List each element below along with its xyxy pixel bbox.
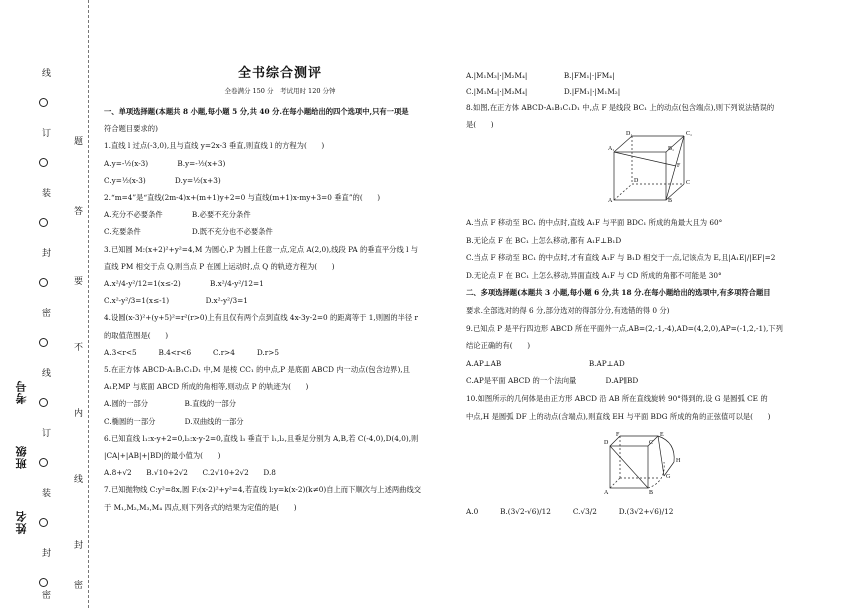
figure-label: H [676,458,681,464]
binding-circle [39,518,48,527]
binding-char: 线 [40,368,50,377]
text-line: 10.如图所示的几何体是由正方形 ABCD 沿 AB 所在直线旋转 90°得到的,设 G 是圆弧 CE 的 [466,393,768,403]
binding-side-char: 题 [72,136,82,145]
figure-label: A₁ [608,146,615,152]
binding-side-char: 线 [72,474,82,483]
text-line: A.圆的一部分 B.直线的一部分 [104,399,237,409]
binding-circle [39,98,48,107]
binding-side-char: 内 [72,408,82,417]
figure-label: C [686,180,691,186]
binding-char: 装 [40,188,50,197]
binding-circle [39,578,48,587]
binding-circle [39,278,48,287]
figure-label: D₁ [626,131,633,137]
text-line: A.充分不必要条件 B.必要不充分条件 [104,210,251,220]
text-line: A.8+√2 B.√10+2√2 C.2√10+2√2 D.8 [104,468,276,478]
figure-label: C [649,440,654,446]
left-questions [104,103,421,516]
binding-char: 装 [40,488,50,497]
text-line: 直线 PM 相交于点 Q,则当点 P 在圆上运动时,点 Q 的轨迹方程为( ) [104,261,335,271]
text-line: 符合题目要求的) [104,124,158,134]
text-line: C.y=½(x-3) D.y=½(x+3) [104,175,221,185]
exam-number-label: 考号 [15,380,28,404]
binding-char: 封 [40,548,50,557]
text-line: C.x²-y²/3=1(x≤-1) D.x²-y²/3=1 [104,296,248,306]
binding-char: 封 [40,248,50,257]
text-line: 6.已知直线 l₁:x-y+2=0,l₂:x-y-2=0,直线 l₃ 垂直于 l₁,l₂,且垂足分别为 A,B,若 C(-4,0),D(4,0),则 [104,433,419,443]
text-line: A.AP⊥AB B.AP⊥AD [466,358,625,368]
binding-circle [39,218,48,227]
figure-label: A [608,198,613,204]
binding-char: 订 [40,128,50,137]
text-line: C.当点 F 移动至 BC₁ 的中点时,才有直线 A₁F 与 B₁D 相交于一点,记该点为 E,且|A₁E|/|EF|=2 [466,253,776,263]
text-line: A.y=-½(x-3) B.y=-½(x+3) [104,158,226,168]
figure-label: G [666,474,671,480]
binding-char: 密 [40,308,50,317]
right-mid-text [466,214,783,425]
page-title: 全书综合测评 [237,66,322,81]
binding-circle [39,338,48,347]
text-line: 4.设圆(x-3)²+(y+5)²=r²(r>0)上有且仅有两个点到直线 4x-3y-2=0 的距离等于 1,则圆的半径 r [104,313,419,323]
text-line: A.3<r<5 B.4<r<6 C.r>4 D.r>5 [104,347,279,357]
text-line: C.椭圆的一部分 D.双曲线的一部分 [104,416,244,426]
figure-label: E [660,432,664,438]
figure-label: B₁ [668,146,675,152]
binding-circle [39,398,48,407]
binding-side-char: 要 [72,276,82,285]
text-line: 1.直线 l 过点(-3,0),且与直线 y=2x-3 垂直,则直线 l 的方程为( ) [104,141,325,151]
text-line: A.x²/4-y²/12=1(x≤-2) B.x²/4-y²/12=1 [104,279,264,289]
binding-circle [39,158,48,167]
rotation-solid-figure [604,432,684,498]
text-line: 5.在正方体 ABCD-A₁B₁C₁D₁ 中,M 是棱 CC₁ 的中点,P 是底面 ABCD 内一动点(包含边界),且 [104,365,410,375]
text-line: A.当点 F 移动至 BC₁ 的中点时,直线 A₁F 与平面 BDC₁ 所成的角最大且为 60° [466,218,723,227]
binding-char: 订 [40,428,50,437]
figure-label: B [668,198,673,204]
page-subtitle: 全卷满分 150 分 考试用时 120 分钟 [224,87,336,95]
cube-figure [606,130,696,204]
text-line: |CA|+|AB|+|BD|的最小值为( ) [104,451,221,461]
right-top-text [466,68,774,133]
figure-label: D [604,440,609,446]
binding-side-char: 不 [72,342,82,351]
figure-label: C₁ [686,131,693,137]
figure-label: D [634,178,639,184]
text-line: 7.已知抛物线 C:y²=8x,圆 F:(x-2)²+y²=4,若直线 l:y=k(x-2)(k≠0)自上而下顺次与上述两曲线交 [104,485,422,495]
text-line: 结论正确的有( ) [466,341,531,351]
figure-label: F [616,432,620,438]
text-line: 的取值范围是( ) [104,330,169,340]
figure-label: F [677,163,681,169]
binding-side-char: 答 [72,206,82,215]
binding-char: 线 [40,68,50,77]
text-line: A₁P,MP 与底面 ABCD 所成的角相等,则动点 P 的轨迹为( ) [104,382,309,392]
text-line: 是( ) [466,119,494,129]
name-label: 姓名 [15,510,28,534]
text-line: 一、单项选择题(本题共 8 小题,每小题 5 分,共 40 分.在每小题给出的四个选项中,只有一项是 [104,107,409,116]
text-line: 3.已知圆 M:(x+2)²+y²=4,M 为圆心,P 为圆上任意一点,定点 A(2,0),线段 PA 的垂直平分线 l 与 [104,244,419,254]
figure-label: A [604,490,609,496]
text-line: D.无论点 F 在 BC₁ 上怎么移动,异面直线 A₁F 与 CD 所成的角都不可能是 30° [466,270,722,280]
text-line: C.充要条件 D.既不充分也不必要条件 [104,227,273,237]
text-line: 于 M₁,M₂,M₃,M₄ 四点,则下列各式的结果为定值的是( ) [104,502,297,512]
binding-margin [0,0,92,608]
text-line: 9.已知点 P 是平行四边形 ABCD 所在平面外一点,AB=(2,-1,-4),AD=(4,2,0),AP=(-1,2,-1),下列 [466,323,783,333]
binding-side-char: 密 [72,580,82,589]
text-line: 2.“m=4”是“直线(2m-4)x+(m+1)y+2=0 与直线(m+1)x-my+3=0 垂直”的( ) [104,193,381,203]
binding-circle [39,458,48,467]
right-bottom-text [466,506,673,518]
text-line: C.AP是平面 ABCD 的一个法向量 D.AP∥BD [466,376,639,386]
text-line: C.|M₁M₂|·|M₃M₄| D.|FM₁|·|M₁M₂| [466,87,621,97]
text-line: 中点,H 是圆弧 DF 上的动点(含端点),则直线 EH 与平面 BDG 所成的角的正弦值可以是( ) [466,411,771,421]
binding-char: 密 [40,590,50,599]
text-line: A.0 B.(3√2-√6)/12 C.√3/2 D.(3√2+√6)/12 [466,507,674,516]
figure-label: B [649,490,654,496]
text-line: 8.如图,在正方体 ABCD-A₁B₁C₁D₁ 中,点 F 是线段 BC₁ 上的动点(包含端点),则下列说法错误的 [466,103,775,113]
binding-dashed-line [88,0,89,608]
text-line: 二、多项选择题(本题共 3 小题,每小题 6 分,共 18 分.在每小题给出的选项中,有多项符合题目 [466,288,771,298]
text-line: A.|M₁M₃|·|M₂M₄| B.|FM₁|·|FM₄| [466,71,615,80]
text-line: 要求.全部选对的得 6 分,部分选对的得部分分,有选错的得 0 分) [466,305,670,315]
binding-side-char: 封 [72,540,82,549]
class-label: 班级 [15,445,28,469]
text-line: B.无论点 F 在 BC₁ 上怎么移动,都有 A₁F⊥B₁D [466,235,622,245]
